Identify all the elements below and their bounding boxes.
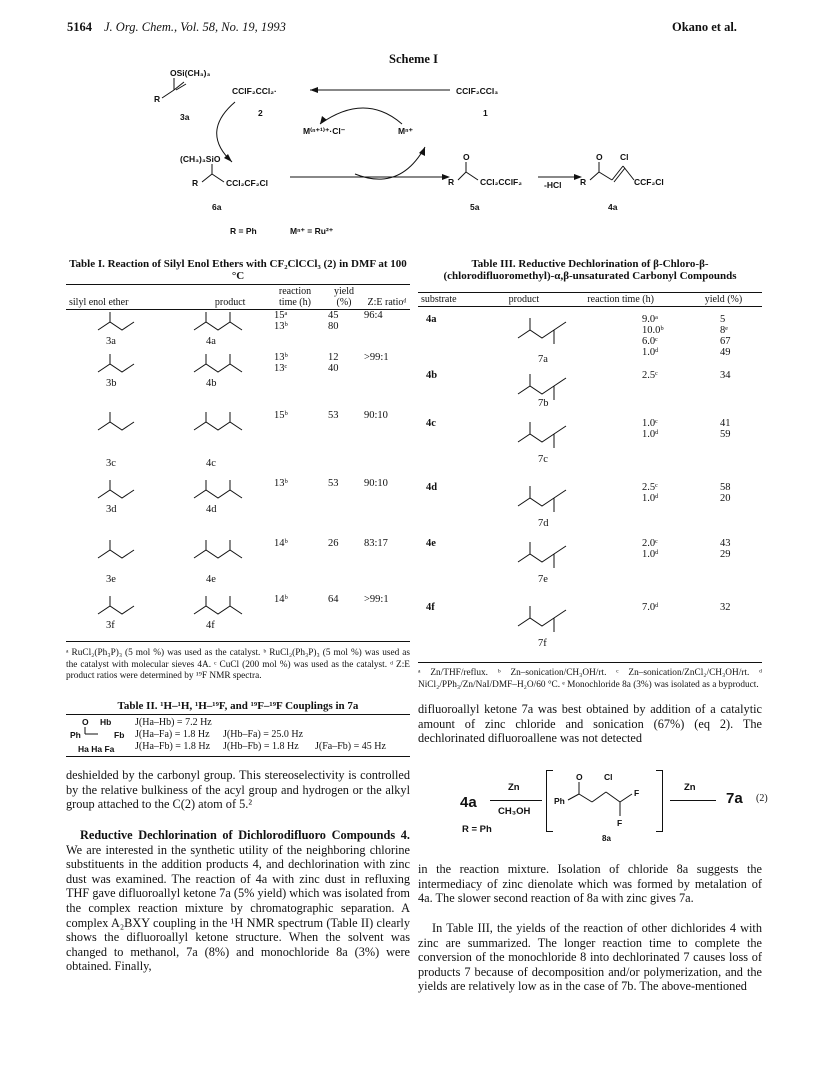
table1-rule	[66, 641, 410, 642]
eq2-start: 4a	[460, 794, 477, 811]
table1-header: product	[194, 285, 266, 310]
structure-sketch	[186, 476, 256, 502]
table3-body	[418, 312, 762, 660]
yield-value: 58	[720, 482, 731, 493]
yield-value: 43	[720, 538, 731, 549]
substrate-label: 4d	[426, 482, 438, 493]
yield-value: 32	[720, 602, 731, 613]
eq2-product: 7a	[726, 790, 743, 807]
table1	[66, 284, 410, 310]
ratio-value: >99:1	[364, 352, 389, 363]
label-R-4a: R	[580, 177, 587, 187]
label-osi: OSi(CH₃)₃	[170, 68, 211, 78]
table2-rule-bottom	[66, 756, 410, 757]
label-O-4a: O	[596, 152, 603, 162]
compound-label: 7a	[538, 354, 548, 365]
svg-text:Hb: Hb	[100, 717, 112, 727]
yield-value: 49	[720, 347, 731, 358]
yield-value: 41	[720, 418, 731, 429]
yield-value: 20	[720, 493, 731, 504]
yield-value: 26	[328, 538, 339, 549]
label-side6a: CCl₂CF₂Cl	[226, 178, 269, 188]
reaction-time: 2.5ᶜ	[642, 370, 658, 381]
label-R-5a: R	[448, 177, 455, 187]
reaction-time: 1.0ᵈ	[642, 549, 659, 560]
svg-text:O: O	[576, 772, 583, 782]
reaction-time: 14ᵇ	[274, 538, 288, 549]
compound-label: 7e	[538, 574, 548, 585]
coupling-value: J(Fa–Fb) = 45 Hz	[315, 741, 386, 752]
ratio-value: 83:17	[364, 538, 388, 549]
table2-rule-top	[66, 714, 410, 715]
yield-value: 29	[720, 549, 731, 560]
label-1: 1	[483, 108, 488, 118]
left-paragraph-2-text: We are interested in the synthetic utility of the neighboring chlorine substituents in the addition products 4, and dechlorination with zinc dust was examined. The reaction of 4a with zinc dust in refluxing THF gave difluoroallyl ketone 7a (5% yield) which was isolated from the complex reaction mixture by chromatographic separation. A complex A₂BXY coupling in the ¹H NMR spectrum (Table II) clearly shows the difluoroallyl ketone structure. When the solvent was changed to methanol, 7a (8%) and monochloride 8a (3%) were obtained. Finally,	[66, 842, 410, 974]
coupling-value: J(Hb–Fb) = 1.8 Hz	[223, 741, 299, 752]
label-reagent: CClF₂CCl₃	[456, 86, 499, 96]
structure-sketch	[510, 604, 590, 634]
section-heading: Reductive Dechlorination of Dichlorodifluoro Compounds 4.	[80, 828, 410, 842]
eq2-reagent2: Zn	[684, 782, 696, 793]
yield-value: 53	[328, 478, 339, 489]
ratio-value: 90:10	[364, 410, 388, 421]
compound-label: 3e	[106, 574, 116, 585]
compound-label: 4a	[206, 336, 216, 347]
label-2: 2	[258, 108, 263, 118]
reaction-time: 15ᵃ	[274, 310, 288, 321]
structure-sketch	[90, 476, 160, 502]
substrate-label: 4b	[426, 370, 438, 381]
reaction-time: 10.0ᵇ	[642, 325, 664, 336]
label-6a: 6a	[212, 202, 222, 212]
eq2-bracket-right	[656, 770, 663, 832]
structure-sketch	[90, 350, 160, 376]
structure-sketch	[510, 372, 590, 402]
page-number: 5164	[67, 20, 92, 34]
reaction-time: 1.0ᵈ	[642, 493, 659, 504]
reaction-time: 1.0ᶜ	[642, 418, 658, 429]
label-sio: (CH₃)₃SiO	[180, 154, 221, 164]
compound-label: 7b	[538, 398, 549, 409]
table2-caption: Table II. ¹H–¹H, ¹H–¹⁹F, and ¹⁹F–¹⁹F Couplings in 7a	[117, 700, 359, 712]
table1-header: Z:E ratioᵈ	[364, 285, 410, 310]
table1-body	[66, 308, 410, 640]
compound-label: 3b	[106, 378, 117, 389]
eq2-arrow2	[670, 800, 716, 801]
structure-sketch	[186, 350, 256, 376]
label-3a: 3a	[180, 112, 190, 122]
svg-text:Ph: Ph	[70, 730, 81, 740]
journal-citation: J. Org. Chem., Vol. 58, No. 19, 1993	[104, 20, 286, 34]
coupling-value: J(Ha–Fa) = 1.8 Hz	[135, 729, 210, 740]
compound-label: 3a	[106, 336, 116, 347]
table1-caption: Table I. Reaction of Silyl Enol Ethers with CF₂ClCCl₃ (2) in DMF at 100 °C	[69, 258, 407, 282]
reaction-time: 2.5ᶜ	[642, 482, 658, 493]
label-Cl-4a: Cl	[620, 152, 629, 162]
reaction-time: 13ᶜ	[274, 363, 288, 374]
yield-value: 8ᵉ	[720, 325, 728, 336]
ratio-value: 90:10	[364, 478, 388, 489]
substrate-label: 4c	[426, 418, 436, 429]
structure-sketch	[186, 408, 256, 434]
eq2-bracket-left	[546, 770, 553, 832]
svg-text:O: O	[82, 717, 89, 727]
eq2-r-def: R = Ph	[462, 824, 492, 835]
table1-footnote: ᵃ RuCl₂(Ph₃P)₃ (5 mol %) was used as the catalyst. ᵇ RuCl₂(Ph₃P)₃ (5 mol %) was used as the catalyst with molecular sieves 4A. ᶜ CuCl (200 mol %) was used as the catalyst. ᵈ Z:E product ratios were determined by ¹⁹F NMR spectra.	[66, 648, 410, 681]
compound-label: 3f	[106, 620, 115, 631]
label-4a: 4a	[608, 202, 618, 212]
eq2-intermediate-structure	[554, 770, 664, 830]
svg-text:F: F	[617, 818, 623, 828]
yield-value: 59	[720, 429, 731, 440]
reaction-time: 15ᵇ	[274, 410, 288, 421]
scheme-1-diagram	[140, 62, 720, 237]
table1-header: yield (%)	[324, 285, 364, 310]
reaction-time: 2.0ᶜ	[642, 538, 658, 549]
label-5a: 5a	[470, 202, 480, 212]
reaction-time: 14ᵇ	[274, 594, 288, 605]
compound-label: 4b	[206, 378, 217, 389]
yield-value: 80	[328, 321, 339, 332]
structure-sketch	[510, 484, 590, 514]
compound-label: 7c	[538, 454, 548, 465]
table2-structure	[70, 716, 130, 756]
structure-sketch	[90, 408, 160, 434]
structure-sketch	[90, 536, 160, 562]
scheme-title: Scheme I	[389, 52, 438, 66]
table3-caption: Table III. Reductive Dechlorination of β-Chloro-β-(chlorodifluoromethyl)-α,β-unsaturated Carbonyl Compounds	[443, 258, 737, 282]
compound-label: 7f	[538, 638, 547, 649]
yield-value: 45	[328, 310, 339, 321]
label-m-ox: M⁽ⁿ⁺¹⁾⁺·Cl⁻	[303, 126, 346, 136]
eq2-reagent1: Zn	[508, 782, 520, 793]
table3-header: product	[492, 293, 557, 307]
yield-value: 64	[328, 594, 339, 605]
yield-value: 53	[328, 410, 339, 421]
structure-sketch	[186, 592, 256, 618]
right-paragraph-1: difluoroallyl ketone 7a was best obtained by addition of a catalytic amount of zinc chloride and sonication (67%) (eq 2). The dechlorinated difluoroallene was not detected	[418, 702, 762, 746]
compound-label: 4d	[206, 504, 217, 515]
label-radical: CClF₂CCl₂·	[232, 86, 277, 96]
structure-sketch	[186, 536, 256, 562]
left-paragraph-1: deshielded by the carbonyl group. This stereoselectivity is controlled by the relative bulkiness of the acyl group and hydrogen or the alkyl group attached to the C(2) atom of 5.²	[66, 768, 410, 812]
reaction-time: 9.0ᵃ	[642, 314, 658, 325]
eq2-solvent: CH₃OH	[498, 806, 531, 817]
label-side4a: CCF₂Cl	[634, 177, 664, 187]
substrate-label: 4f	[426, 602, 435, 613]
reaction-time: 1.0ᵈ	[642, 347, 659, 358]
yield-value: 12	[328, 352, 339, 363]
label-R-6a: R	[192, 178, 199, 188]
table3-header: substrate	[418, 293, 492, 307]
svg-text:Ha Ha Fa: Ha Ha Fa	[78, 744, 115, 754]
reaction-time: 13ᵇ	[274, 321, 288, 332]
compound-label: 4f	[206, 620, 215, 631]
label-O-5a: O	[463, 152, 470, 162]
table3-header: yield (%)	[685, 293, 762, 307]
equation-2	[418, 760, 768, 860]
right-paragraph-2: in the reaction mixture. Isolation of chloride 8a suggests the intermediacy of zinc dienolate which was formed by metalation of 4a. The slower second reaction of 8a with zinc gives 7a.	[418, 862, 762, 906]
label-r-def: R = Ph	[230, 226, 257, 236]
right-paragraph-3: In Table III, the yields of the reaction of other dichlorides 4 with zinc are summarized. The longer reaction time to complete the conversion of the monochloride 8 into dechlorinated 7 causes loss of products 7 because of decomposition and/or polymerization, and the yields are relatively low as in the case of 7b. The above-mentioned	[418, 921, 762, 994]
structure-sketch	[186, 308, 256, 334]
svg-text:Cl: Cl	[604, 772, 613, 782]
compound-label: 3d	[106, 504, 117, 515]
yield-value: 40	[328, 363, 339, 374]
reaction-time: 7.0ᵈ	[642, 602, 659, 613]
structure-sketch	[510, 316, 590, 346]
structure-sketch	[90, 308, 160, 334]
left-paragraph-2	[66, 828, 410, 974]
eq2-intermediate: 8a	[602, 834, 611, 843]
eq2-number: (2)	[756, 793, 768, 804]
svg-text:Fb: Fb	[114, 730, 125, 740]
reaction-time: 1.0ᵈ	[642, 429, 659, 440]
compound-label: 4e	[206, 574, 216, 585]
coupling-value: J(Hb–Fa) = 25.0 Hz	[223, 729, 304, 740]
ratio-value: >99:1	[364, 594, 389, 605]
yield-value: 34	[720, 370, 731, 381]
table3	[418, 292, 762, 307]
coupling-value: J(Ha–Hb) = 7.2 Hz	[135, 717, 212, 728]
structure-sketch	[510, 540, 590, 570]
eq2-arrow1	[490, 800, 542, 801]
table1-header: silyl enol ether	[66, 285, 194, 310]
coupling-value: J(Ha–Fb) = 1.8 Hz	[135, 741, 211, 752]
yield-value: 67	[720, 336, 731, 347]
compound-label: 4c	[206, 458, 216, 469]
ratio-value: 96:4	[364, 310, 383, 321]
table3-footnote: ᵃ Zn/THF/reflux. ᵇ Zn–sonication/CH₃OH/rt. ᶜ Zn–sonication/ZnCl₂/CH₃OH/rt. ᵈ NiCl₂/PPh₃/Zn/NaI/DMF–H₂O/60 °C. ᵉ Monochloride 8a (3%) was isolated as a byproduct.	[418, 668, 762, 690]
reaction-time: 13ᵇ	[274, 478, 288, 489]
compound-label: 3c	[106, 458, 116, 469]
svg-text:F: F	[634, 788, 640, 798]
label-m-def: Mⁿ⁺ = Ru²⁺	[290, 226, 334, 236]
table3-rule	[418, 662, 762, 663]
label-side5a: CCl₂CClF₂	[480, 177, 523, 187]
authors-header: Okano et al.	[672, 20, 737, 34]
reaction-time: 6.0ᶜ	[642, 336, 658, 347]
label-m-red: Mⁿ⁺	[398, 126, 413, 136]
compound-label: 7d	[538, 518, 549, 529]
yield-value: 5	[720, 314, 726, 325]
table3-header: reaction time (h)	[556, 293, 685, 307]
structure-sketch	[90, 592, 160, 618]
structure-sketch	[510, 420, 590, 450]
substrate-label: 4a	[426, 314, 437, 325]
substrate-label: 4e	[426, 538, 436, 549]
label-hcl: -HCl	[544, 180, 562, 190]
label-R-3a: R	[154, 94, 161, 104]
reaction-time: 13ᵇ	[274, 352, 288, 363]
table1-header: reaction time (h)	[266, 285, 324, 310]
svg-text:Ph: Ph	[554, 796, 565, 806]
